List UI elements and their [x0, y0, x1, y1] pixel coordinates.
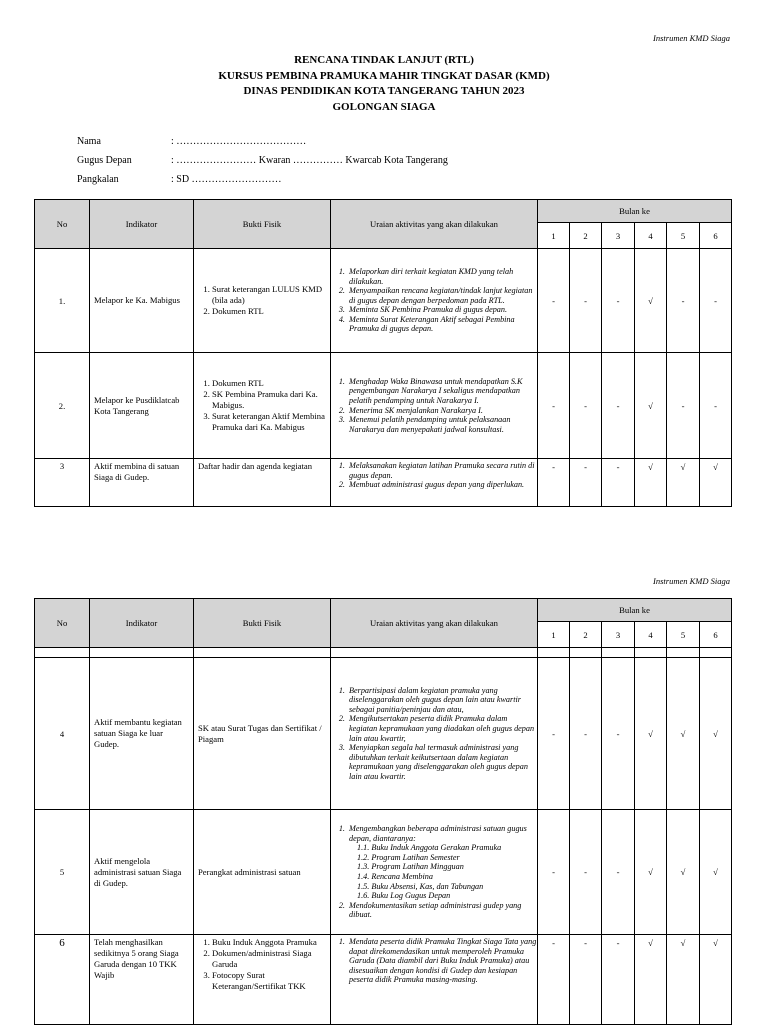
bukti-item: 2. SK Pembina Pramuka dari Ka. Mabigus.: [212, 389, 326, 411]
row-no: 3: [35, 459, 90, 507]
month-mark: -: [570, 249, 602, 353]
uraian-item: 2. Membuat administrasi gugus depan yang diperlukan.: [347, 480, 537, 490]
month-mark: -: [667, 249, 700, 353]
month-mark: √: [635, 935, 667, 1025]
month-mark: √: [700, 810, 732, 935]
row-bukti: [194, 249, 331, 353]
month-mark: √: [667, 459, 700, 507]
row-bukti: Perangkat administrasi satuan: [194, 810, 331, 935]
field-value: : …………………………………: [171, 136, 307, 147]
uraian-item: 2. Mengikutsertakan peserta didik Pramuka dalam kegiatan kepramukaan yang diadakan oleh gugus depan lain atau kwartir,: [347, 714, 537, 743]
month-mark: -: [570, 459, 602, 507]
month-mark: -: [538, 249, 570, 353]
row-no: 5: [35, 810, 90, 935]
month-mark: -: [538, 459, 570, 507]
header-no: No: [35, 599, 90, 648]
month-mark: √: [667, 935, 700, 1025]
row-bukti: Daftar hadir dan agenda kegiatan: [194, 459, 331, 507]
month-mark: √: [667, 810, 700, 935]
uraian-item: [347, 824, 537, 901]
month-header: 5: [667, 223, 700, 249]
header-indikator: Indikator: [90, 599, 194, 648]
table-row: [35, 810, 732, 935]
field-label: Gugus Depan: [77, 155, 132, 166]
month-header: 2: [570, 223, 602, 249]
month-mark: -: [667, 353, 700, 459]
month-mark: -: [570, 658, 602, 810]
uraian-item: 1. Berpartisipasi dalam kegiatan pramuka yang diselenggarakan oleh gugus depan lain atau kwartir sebagai panitia/peninjau dan atau,: [347, 686, 537, 715]
month-mark: -: [602, 658, 635, 810]
title-line-3: DINAS PENDIDIKAN KOTA TANGERANG TAHUN 2023: [243, 85, 525, 97]
table-row: [35, 249, 732, 353]
uraian-item: 1. Menghadap Waka Binawasa untuk mendapatkan S.K pengembangan Narakarya I sekaligus mendapatkan pelatih pendamping untuk Narakarya I.: [347, 377, 537, 406]
header-bukti-fisik: Bukti Fisik: [194, 599, 331, 648]
month-mark: -: [700, 353, 732, 459]
month-mark: -: [700, 249, 732, 353]
uraian-item: 3. Meminta SK Pembina Pramuka di gugus depan.: [347, 305, 537, 315]
row-bukti: [194, 935, 331, 1025]
month-mark: -: [538, 810, 570, 935]
admin-sublist: [349, 843, 537, 901]
bukti-item: 3. Fotocopy Surat Keterangan/Sertifikat TKK: [212, 970, 326, 992]
document-title: [0, 53, 768, 115]
row-no: 1.: [35, 249, 90, 353]
month-mark: √: [700, 658, 732, 810]
uraian-item: 2. Menyampaikan rencana kegiatan/tindak lanjut kegiatan di gugus depan dengan berpedoman pada RTL.: [347, 286, 537, 305]
month-mark: -: [538, 658, 570, 810]
title-line-4: GOLONGAN SIAGA: [332, 100, 436, 113]
month-mark: -: [570, 353, 602, 459]
field-value: : SD ………………………: [171, 174, 282, 185]
month-mark: √: [635, 249, 667, 353]
table-row: [35, 353, 732, 459]
row-uraian: [331, 249, 538, 353]
header-no: No: [35, 200, 90, 249]
bukti-item: 3. Surat keterangan Aktif Membina Pramuka dari Ka. Mabigus: [212, 411, 326, 433]
table-row: [35, 658, 732, 810]
document-header-tag: Instrumen KMD Siaga: [653, 33, 730, 43]
header-bulan-ke: Bulan ke: [538, 599, 732, 622]
month-mark: -: [570, 935, 602, 1025]
month-mark: √: [635, 459, 667, 507]
field-label: Nama: [77, 136, 101, 147]
month-header: 1: [538, 622, 570, 648]
row-bukti: [194, 353, 331, 459]
month-mark: -: [538, 935, 570, 1025]
identity-fields: [77, 132, 448, 189]
field-label: Pangkalan: [77, 174, 119, 185]
month-mark: -: [602, 353, 635, 459]
sub-item: 1.1. Buku Induk Anggota Gerakan Pramuka: [357, 843, 502, 853]
bukti-item: 2. Dokumen RTL: [212, 306, 326, 317]
bukti-item: 2. Dokumen/administrasi Siaga Garuda: [212, 948, 326, 970]
row-bukti: SK atau Surat Tugas dan Sertifikat / Piagam: [194, 658, 331, 810]
row-no: 4: [35, 658, 90, 810]
month-mark: √: [635, 810, 667, 935]
uraian-item: 1. Melaporkan diri terkait kegiatan KMD yang telah dilakukan.: [347, 267, 537, 286]
field-value: : …………………… Kwaran …………… Kwarcab Kota Tangerang: [171, 155, 448, 166]
uraian-item: 4. Meminta Surat Keterangan Aktif sebagai Pembina Pramuka di gugus depan.: [347, 315, 537, 334]
document-header-tag: Instrumen KMD Siaga: [653, 576, 730, 586]
row-uraian: [331, 658, 538, 810]
month-mark: -: [602, 935, 635, 1025]
month-mark: -: [602, 459, 635, 507]
uraian-item: 3. Menyiapkan segala hal termasuk administrasi yang dibutuhkan terkait keikutsertaan dalam kegiatan kepramukaan yang diselenggarakan oleh gugus depan lain atau kwartir.: [347, 743, 537, 781]
table-row: [35, 459, 732, 507]
row-uraian: [331, 810, 538, 935]
title-line-1: RENCANA TINDAK LANJUT (RTL): [294, 54, 474, 66]
month-mark: √: [700, 459, 732, 507]
sub-item: 1.2. Program Latihan Semester: [357, 852, 460, 862]
month-header: 4: [635, 223, 667, 249]
row-indikator: Aktif membina di satuan Siaga di Gudep.: [90, 459, 194, 507]
row-indikator: Melapor ke Ka. Mabigus: [90, 249, 194, 353]
month-mark: -: [538, 353, 570, 459]
header-indikator: Indikator: [90, 200, 194, 249]
month-header: 6: [700, 622, 732, 648]
row-indikator: Melapor ke Pusdiklatcab Kota Tangerang: [90, 353, 194, 459]
month-header: 2: [570, 622, 602, 648]
month-mark: -: [602, 810, 635, 935]
month-mark: √: [635, 353, 667, 459]
header-bulan-ke: Bulan ke: [538, 200, 732, 223]
bukti-item: 1. Dokumen RTL: [212, 378, 326, 389]
uraian-item: 2. Menerima SK menjalankan Narakarya I.: [347, 406, 537, 416]
row-uraian: [331, 459, 538, 507]
uraian-item: 1. Melaksanakan kegiatan latihan Pramuka secara rutin di gugus depan.: [347, 461, 537, 480]
month-mark: -: [570, 810, 602, 935]
rtl-table-page-1: [34, 199, 732, 507]
month-mark: √: [635, 658, 667, 810]
bukti-item: 1. Buku Induk Anggota Pramuka: [212, 937, 326, 948]
month-header: 5: [667, 622, 700, 648]
header-uraian: Uraian aktivitas yang akan dilakukan: [331, 200, 538, 249]
rtl-table-page-2: [34, 598, 732, 1025]
month-header: 6: [700, 223, 732, 249]
uraian-item: 3. Menemui pelatih pendamping untuk pelaksanaan Narakarya dan menyepakati jadwal konsultasi.: [347, 415, 537, 434]
row-no: 6: [35, 935, 90, 1025]
sub-item: 1.4. Rencana Membina: [357, 872, 433, 881]
row-no: 2.: [35, 353, 90, 459]
header-uraian: Uraian aktivitas yang akan dilakukan: [331, 599, 538, 648]
month-mark: √: [700, 935, 732, 1025]
uraian-item: 1. Mendata peserta didik Pramuka Tingkat Siaga Tata yang dapat direkomendasikan untuk memperoleh Pramuka Garuda (Data diambil dari Buku Induk Pramuka) atau disesuaikan dengan kondisi di Gudep dan kesiapan peserta didik Pramuka masing-masing.: [347, 937, 537, 985]
sub-item: 1.3. Program Latihan Mingguan: [357, 862, 464, 872]
month-header: 4: [635, 622, 667, 648]
title-line-2: KURSUS PEMBINA PRAMUKA MAHIR TINGKAT DASAR (KMD): [218, 69, 550, 82]
row-indikator: Telah menghasilkan sedikitnya 5 orang Siaga Garuda dengan 10 TKK Wajib: [90, 935, 194, 1025]
sub-item: 1.6. Buku Log Gugus Depan: [357, 891, 451, 901]
row-uraian: [331, 935, 538, 1025]
row-indikator: Aktif membantu kegiatan satuan Siaga ke luar Gudep.: [90, 658, 194, 810]
uraian-intro: Mengembangkan beberapa administrasi satuan gugus depan, diantaranya:: [349, 824, 527, 843]
month-mark: -: [602, 249, 635, 353]
month-mark: √: [667, 658, 700, 810]
table-row: [35, 935, 732, 1025]
bukti-item: 1. Surat keterangan LULUS KMD (bila ada): [212, 284, 326, 306]
month-header: 3: [602, 223, 635, 249]
table-spacer-row: [35, 648, 732, 658]
month-header: 1: [538, 223, 570, 249]
row-indikator: Aktif mengelola administrasi satuan Siaga di Gudep.: [90, 810, 194, 935]
uraian-item: 2. Mendokumentasikan setiap administrasi gudep yang dibuat.: [347, 901, 537, 920]
sub-item: 1.5. Buku Absensi, Kas, dan Tabungan: [357, 881, 484, 891]
month-header: 3: [602, 622, 635, 648]
header-bukti-fisik: Bukti Fisik: [194, 200, 331, 249]
row-uraian: [331, 353, 538, 459]
